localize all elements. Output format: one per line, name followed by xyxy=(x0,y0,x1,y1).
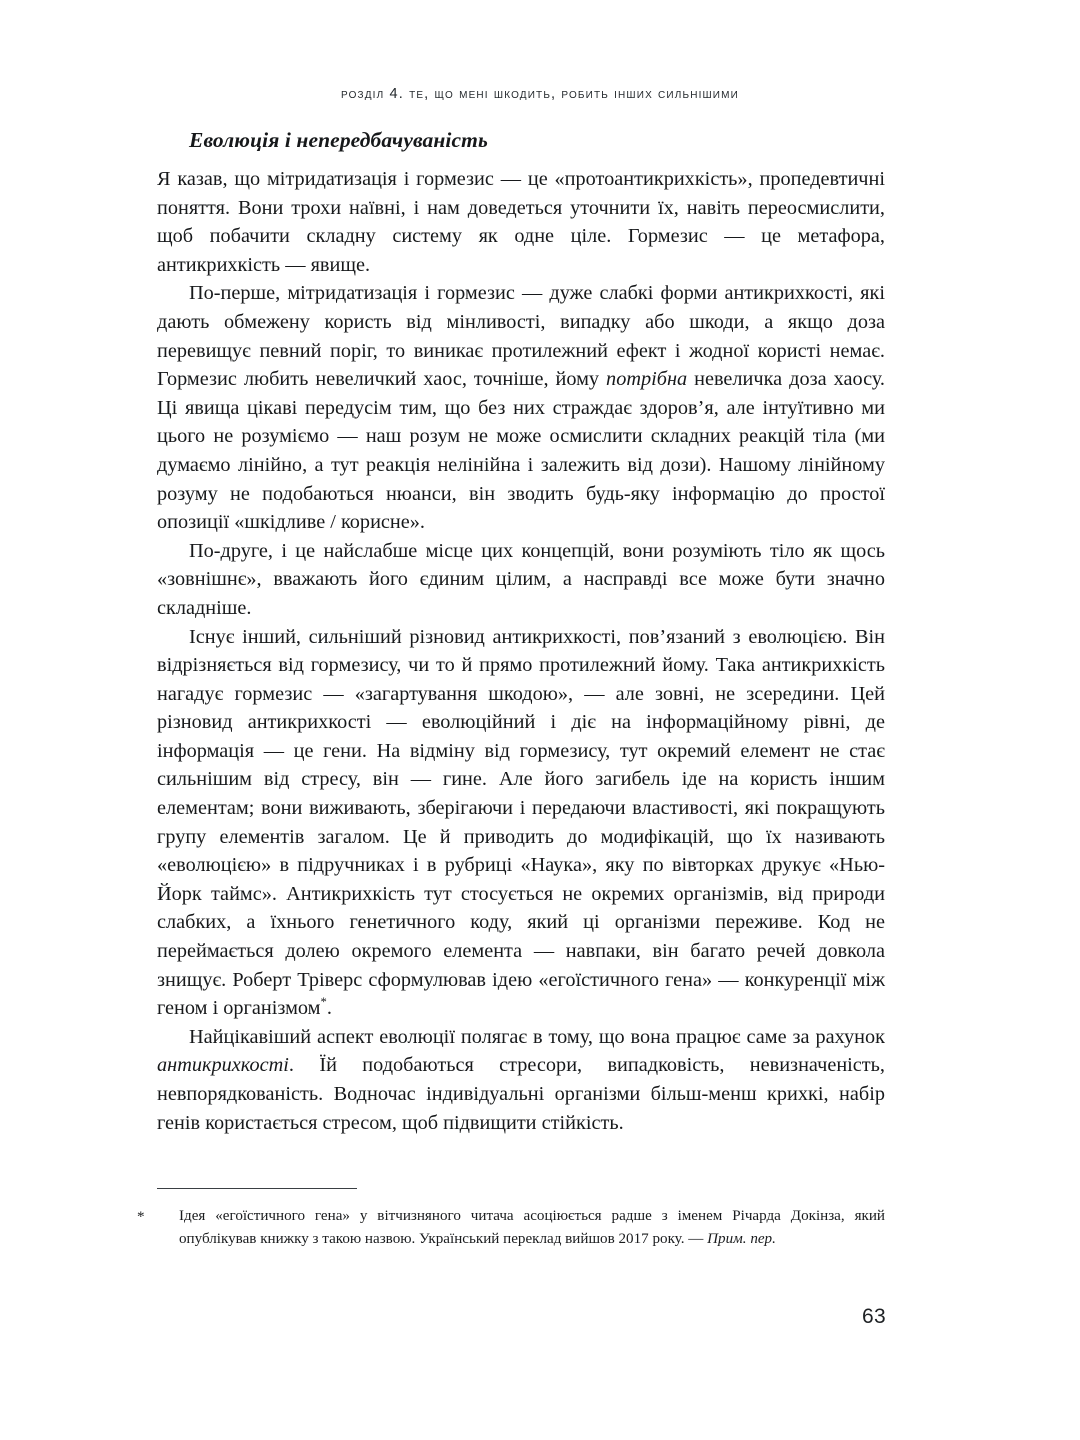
paragraph-2-text-after-italic: невеличка доза хаосу. Ці явища цікаві передусім тим, що без них страждає здоров’я, але інтуїтивно ми цього не розуміємо — наш розум не може осмислити складних реакцій тіла (ми думаємо лінійно, а тут реакція нелінійна і залежить від дози). Нашому лінійному розуму не подобаються нюанси, він зводить будь-яку інформацію до простої опозиції «шкідливе / корисне». xyxy=(157,368,885,534)
paragraph-2 xyxy=(157,279,885,536)
footnote-attribution: Прим. пер. xyxy=(707,1230,776,1247)
text-column xyxy=(157,128,885,1137)
footnote-reference-marker[interactable]: * xyxy=(320,995,327,1010)
paragraph-5-text-before-italic: Найцікавіший аспект еволюції полягає в тому, що вона працює саме за рахунок xyxy=(189,1025,885,1048)
paragraph-4 xyxy=(157,623,885,1023)
paragraph-5-emphasis: антикрихкості xyxy=(157,1054,289,1077)
paragraph-1: Я казав, що мітридатизація і гормезис — це «протоантикрихкість», пропедевтичні поняття. Вони трохи наївні, і нам доведеться уточнити їх, навіть переосмислити, щоб побачити складну систему як одне ціле. Гормезис — це метафора, антикрихкість — явище. xyxy=(157,168,885,276)
footnote-text: Ідея «егоїстичного гена» у вітчизняного читача асоціюється радше з іменем Річарда Докінза, який опублікував книжку з такою назвою. Український переклад вийшов 2017 року. — xyxy=(179,1208,885,1247)
footnote-area xyxy=(137,1188,885,1251)
paragraph-5-text-after-italic: . Їй подобаються стресори, випадковість, невизначеність, невпорядкованість. Водночас індивідуальні організми більш-менш крихкі, набір генів користається стресом, щоб підвищити стійкість. xyxy=(157,1054,885,1134)
paragraph-3: По-друге, і це найслабше місце цих концепцій, вони розуміють тіло як щось «зовнішнє», вважають його єдиним цілим, а насправді все може бути значно складніше. xyxy=(157,539,885,619)
footnote-marker: * xyxy=(137,1209,145,1225)
paragraph-4-text: Існує інший, сильніший різновид антикрихкості, пов’язаний з еволюцією. Він відрізняється від гормезису, чи то й прямо протилежний йому. Така антикрихкість нагадує гормезис — «загартування шкодою», — але зовні, не зсередини. Цей різновид антикрихкості — еволюційний і діє на інформаційному рівні, де інформація — це гени. На відміну від гормезису, тут окремий елемент не стає сильнішим від стресу, він — гине. Але його загибель іде на користь іншим елементам; вони виживають, зберігаючи і передаючи властивості, які покращують групу елементів загалом. Це й приводить до модифікацій, що їх називають «еволюцією» в підручниках і в рубриці «Наука», яку по вівторках друкує «Нью-Йорк таймс». Антикрихкість тут стосується не окремих організмів, від природи слабких, а їхнього генетичного коду, який ці організми переживе. Код не переймається долею окремого елемента — навпаки, він багато речей довкола знищує. Роберт Тріверс сформулював ідею «егоїстичного гена» — конкуренції між геном і організмом xyxy=(157,625,885,1020)
footnote-entry xyxy=(137,1205,885,1251)
section-heading: Еволюція і непередбачуваність xyxy=(189,128,488,152)
page-number: 63 xyxy=(862,1305,886,1328)
paragraph-2-emphasis: потрібна xyxy=(606,368,688,391)
footnote-separator-rule xyxy=(157,1188,357,1189)
paragraph-2-text-before-italic: По-перше, мітридатизація і гормезис — дуже слабкі форми антикрихкості, які дають обмежену користь від мінливості, випадку або шкоди, а якщо доза перевищує певний поріг, то виникає протилежний ефект і жодної користі немає. Гормезис любить невеличкий хаос, точніше, йому xyxy=(157,282,885,391)
running-header: розділ 4. те, що мені шкодить, робить інших сильнішими xyxy=(341,86,739,102)
paragraph-5 xyxy=(157,1023,885,1137)
paragraph-4-text-tail: . xyxy=(326,997,332,1020)
